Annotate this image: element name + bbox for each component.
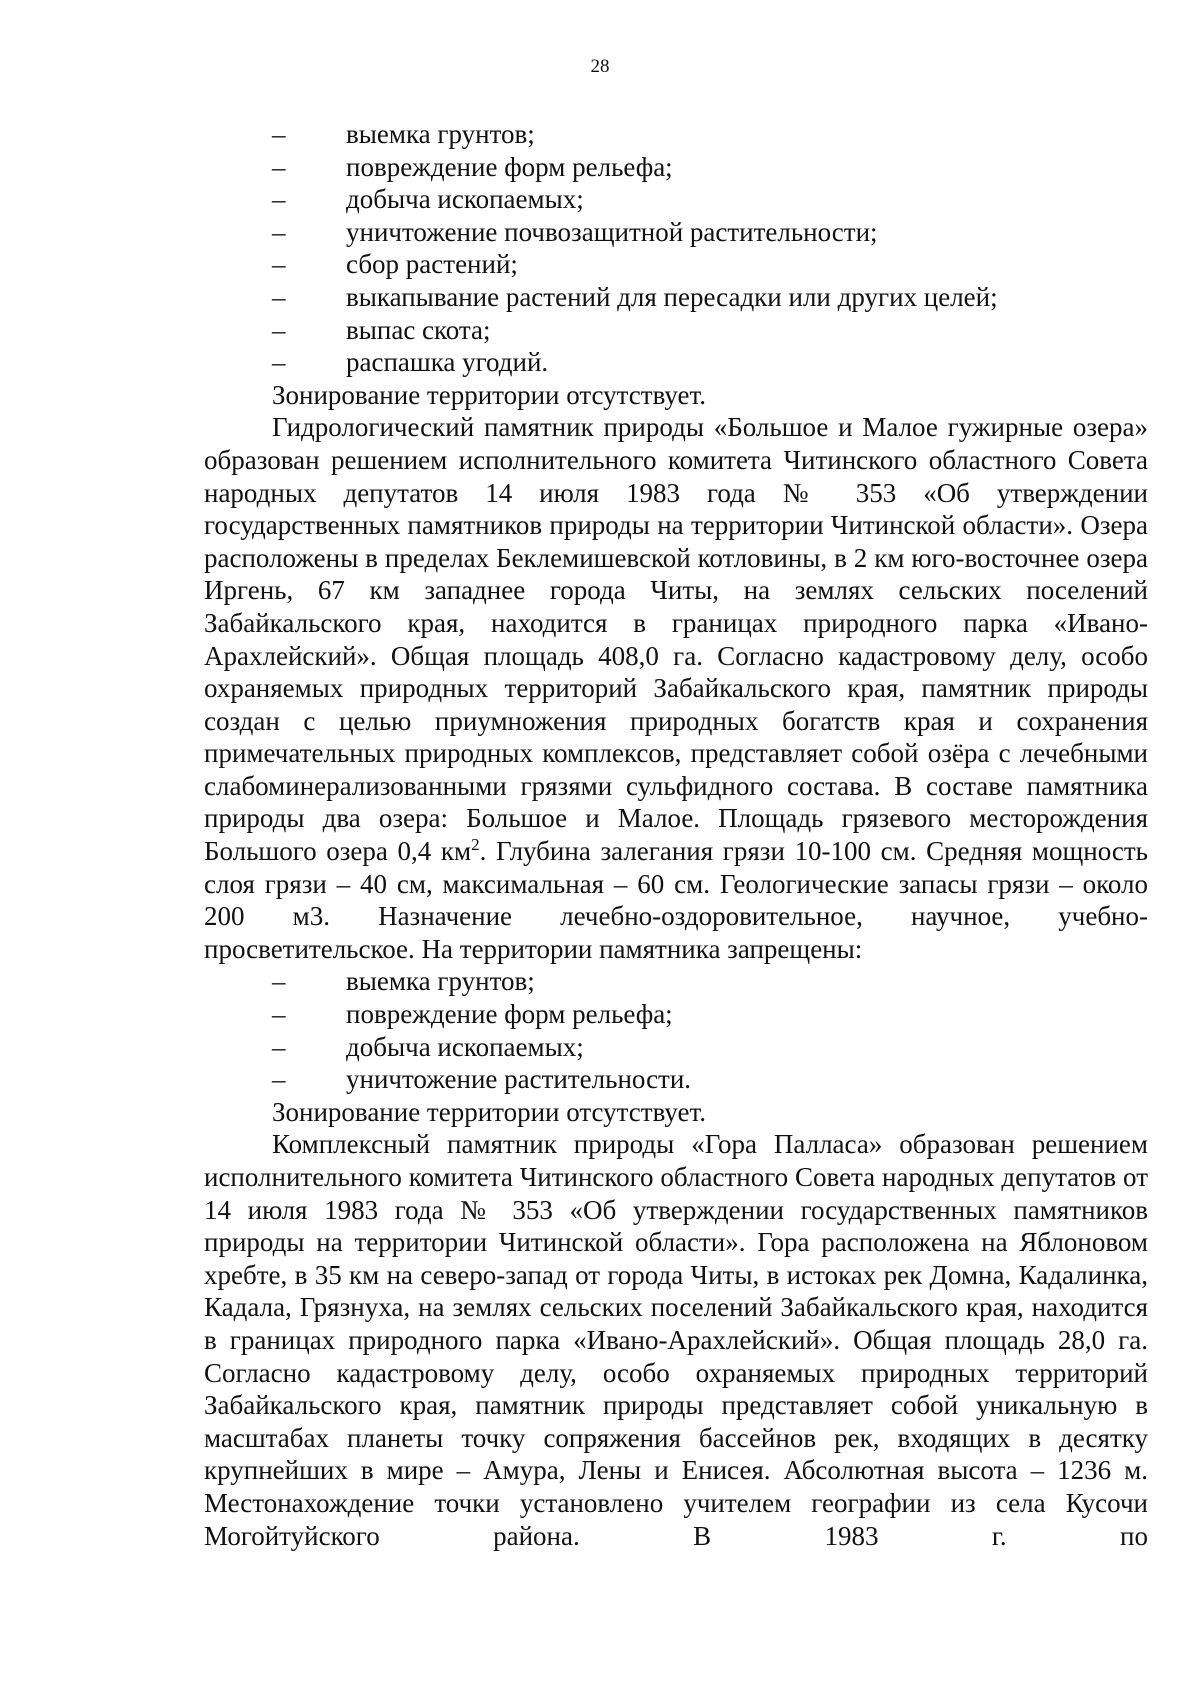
zoning-statement-1: Зонирование территории отсутствует. (272, 379, 707, 410)
paragraph-text: . Глубина залегания грязи 10-100 см. Средняя мощность слоя грязи – 40 см, максимальная – 60 см. Геологические запасы грязи – около 200 м3. Назначение лечебно-оздоровительное, научное, учебно-просветительское. На территории памятника запрещены: (204, 836, 1148, 964)
list-item (204, 248, 1148, 281)
list-item (204, 965, 1148, 998)
paragraph-pallas-mountain: Комплексный памятник природы «Гора Палласа» образован решением исполнительного комитета Читинского областного Совета народных депутатов от 14 июля 1983 года № 353 «Об утверждении государственных памятников природы на территории Читинской области». Гора расположена на Яблоновом хребте, в 35 км на северо-запад от города Читы, в истоках рек Домна, Кадалинка, Кадала, Грязнуха, на землях сельских поселений Забайкальского края, находится в границах природного парка «Ивано-Арахлейский». Общая площадь 28,0 га. Согласно кадастровому делу, особо охраняемых природных территорий Забайкальского края, памятник природы представляет собой уникальную в масштабах планеты точку сопряжения бассейнов рек, входящих в десятку крупнейших в мире – Амура, Лены и Енисея. Абсолютная высота – 1236 м. Местонахождение точки установлено учителем географии из села Кусочи Могойтуйского района. В 1983 г. по (204, 1129, 1148, 1551)
dash-bullet: – (272, 1031, 286, 1062)
list-item (204, 346, 1148, 379)
dash-bullet: – (272, 119, 286, 149)
list-item (204, 151, 1148, 184)
superscript: 2 (471, 835, 480, 855)
page-number: 28 (590, 56, 610, 77)
dash-bullet: – (272, 347, 286, 378)
list-item-text: уничтожение почвозащитной растительности; (346, 216, 878, 247)
list-item-text: повреждение форм рельефа; (346, 999, 673, 1030)
dash-bullet: – (272, 966, 286, 997)
list-item (204, 1031, 1148, 1064)
zoning-statement-2: Зонирование территории отсутствует. (272, 1096, 707, 1127)
prohibited-activities-list-2 (204, 965, 1148, 1095)
dash-bullet: – (272, 999, 286, 1030)
paragraph-text: Гидрологический памятник природы «Большое и Малое гужирные озера» образован решением исполнительного комитета Читинского областного Совета народных депутатов 14 июля 1983 года № 353 «Об утверждении государственных памятников природы на территории Читинской области». Озера расположены в пределах Беклемишевской котловины, в 2 км юго-восточнее озера Иргень, 67 км западнее города Читы, на землях сельских поселений Забайкальского края, находится в границах природного парка «Ивано-Арахлейский». Общая площадь 408,0 га. Согласно кадастровому делу, особо охраняемых природных территорий Забайкальского края, памятник природы создан с целью приумножения природных богатств края и сохранения примечательных природных комплексов, представляет собой озёра с лечебными слабоминерализованными грязями сульфидного состава. В составе памятника природы два озера: Большое и Малое. Площадь грязевого месторождения Большого озера 0,4 км (204, 412, 1148, 867)
list-item (204, 118, 1148, 151)
list-item (204, 314, 1148, 347)
dash-bullet: – (272, 1064, 286, 1095)
prohibited-activities-list-1 (204, 118, 1148, 379)
dash-bullet: – (272, 314, 286, 345)
list-item-text: добыча ископаемых; (346, 184, 584, 215)
list-item-text: уничтожение растительности. (346, 1064, 692, 1095)
list-item-text: выкапывание растений для пересадки или других целей; (346, 281, 998, 312)
document-body (204, 118, 1148, 1552)
dash-bullet: – (272, 184, 286, 215)
list-item-text: выемка грунтов; (346, 119, 535, 149)
list-item-text: сбор растений; (346, 249, 518, 280)
dash-bullet: – (272, 216, 286, 247)
list-item-text: выпас скота; (346, 314, 491, 345)
list-item (204, 998, 1148, 1031)
list-item (204, 1063, 1148, 1096)
paragraph-gujir-lakes (204, 411, 1148, 965)
list-item (204, 281, 1148, 314)
list-item (204, 216, 1148, 249)
dash-bullet: – (272, 249, 286, 280)
list-item-text: распашка угодий. (346, 347, 549, 378)
list-item-text: выемка грунтов; (346, 966, 535, 997)
list-item (204, 183, 1148, 216)
dash-bullet: – (272, 151, 286, 182)
list-item-text: повреждение форм рельефа; (346, 151, 673, 182)
list-item-text: добыча ископаемых; (346, 1031, 584, 1062)
dash-bullet: – (272, 281, 286, 312)
